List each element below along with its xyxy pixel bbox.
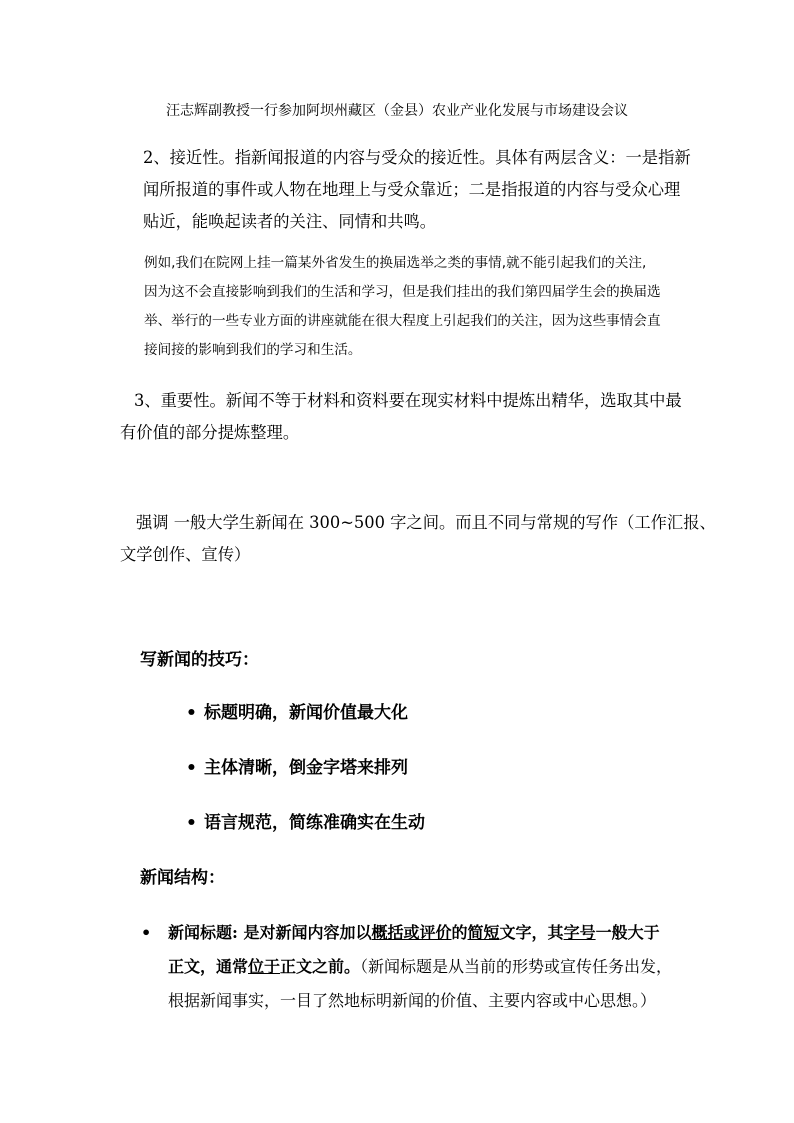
underlined-keyword: 位于 [248,957,281,976]
example-line: 举、举行的一些专业方面的讲座就能在很大程度上引起我们的关注，因为这些事情会直 [144,313,661,329]
definition-text: 的 [451,923,468,942]
tips-item-text: 语言规范，简练准确实在生动 [204,813,425,833]
importance-line: 3、重要性。新闻不等于材料和资料要在现实材料中提炼出精华，选取其中最 [134,391,682,410]
tips-heading: 写新闻的技巧： [140,650,259,670]
proximity-line: 贴近，能唤起读者的关注、同情和共鸣。 [143,212,437,231]
underlined-keyword: 简短 [467,923,500,942]
proximity-paragraph [143,142,691,238]
underlined-keyword: 字号 [563,923,596,942]
tips-item [186,756,408,780]
importance-line: 有价值的部分提炼整理。 [120,423,300,442]
definition-text: 文字，其 [499,923,564,942]
proximity-line: 2、接近性。指新闻报道的内容与受众的接近性。具体有两层含义：一是指新 [143,148,691,167]
tips-item [186,701,408,725]
term-colon: : [232,923,238,942]
definition-note: （新闻标题是从当前的形势或宣传任务出发， [360,957,673,976]
bullet-dot: • [186,703,197,723]
page-header: 汪志辉副教授一行参加阿坝州藏区（金县）农业产业化发展与市场建设会议 [166,103,628,119]
example-line: 接间接的影响到我们的学习和生活。 [144,342,362,358]
proximity-line: 闻所报道的事件或人物在地理上与受众靠近；二是指报道的内容与受众心理 [143,180,681,199]
example-paragraph [144,249,661,365]
definition-text: 一般大于 [595,923,660,942]
definition-text: 是对新闻内容加以 [237,923,372,942]
example-line: 例如,我们在院网上挂一篇某外省发生的换届选举之类的事情,就不能引起我们的关注, [144,255,647,271]
tips-item [186,811,425,835]
structure-heading: 新闻结构： [140,868,225,888]
definition-note: 根据新闻事实，一目了然地标明新闻的价值、主要内容或中心思想。） [168,991,657,1010]
bullet-dot: • [186,813,197,833]
bullet-dot: • [186,758,197,778]
importance-paragraph [120,385,682,449]
emphasis-line: 文学创作、宣传） [120,545,251,564]
example-line: 因为这不会直接影响到我们的生活和学习，但是我们挂出的我们第四届学生会的换届选 [144,284,661,300]
tips-item-text: 主体清晰，倒金字塔来排列 [204,758,408,778]
bullet-dot: • [141,923,152,942]
term-news-title: 新闻标题 [168,923,233,942]
underlined-keyword: 概括或评价 [371,923,452,942]
definition-text: 正文，通常 [168,957,249,976]
definition-text: 正文之前。 [280,957,361,976]
emphasis-line: 强调 一般大学生新闻在 300~500 字之间。而且不同与常规的写作（工作汇报、 [136,513,716,532]
structure-item-title [141,916,768,1018]
tips-item-text: 标题明确，新闻价值最大化 [204,703,408,723]
emphasis-paragraph [120,507,716,571]
